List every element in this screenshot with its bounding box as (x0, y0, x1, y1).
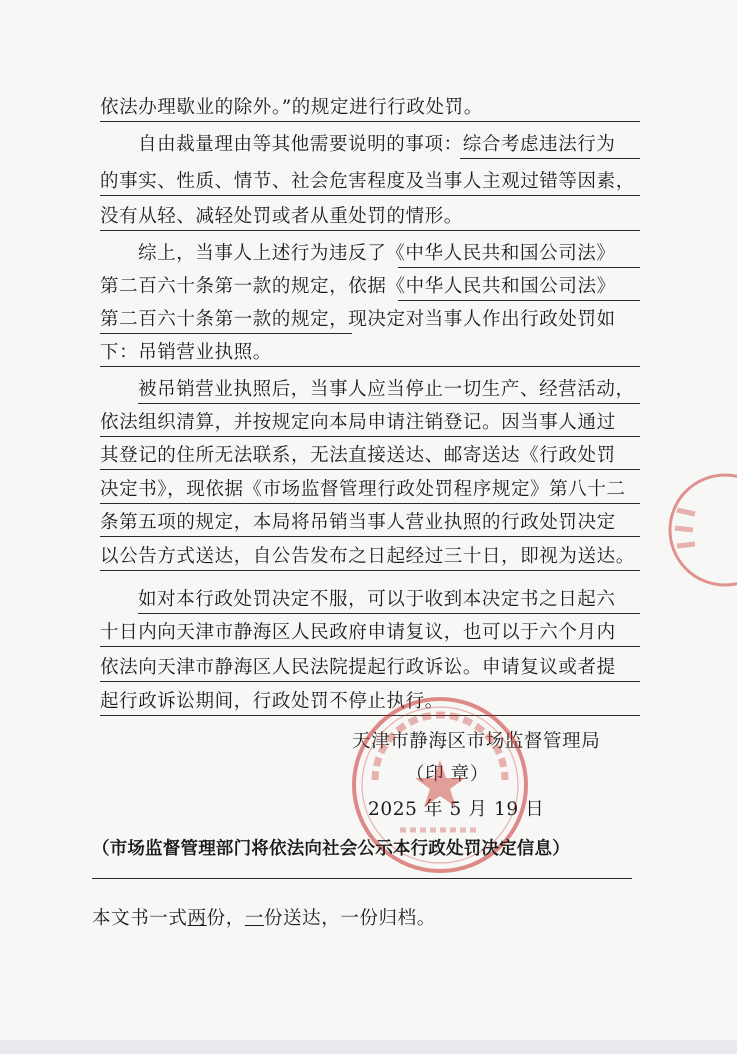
underline (398, 267, 640, 268)
scan-edge (0, 1040, 737, 1054)
text-line: 被吊销营业执照后，当事人应当停止一切生产、经营活动， (138, 379, 635, 400)
text-line: 决定书》，现依据《市场监督管理行政处罚程序规定》第八十二 (100, 479, 626, 500)
text-line: 自由裁量理由等其他需要说明的事项：综合考虑违法行为 (138, 134, 616, 155)
text-line: 起行政诉讼期间，行政处罚不停止执行。 (100, 691, 444, 712)
copies-served: 一 (244, 908, 264, 929)
text-line: 以公告方式送达，自公告发布之日起经过三十日，即视为送达。 (100, 546, 635, 567)
underline (100, 646, 640, 647)
underline (100, 121, 640, 122)
underline (100, 366, 640, 367)
text-line: 的事实、性质、情节、社会危害程度及当事人主观过错等因素， (100, 171, 635, 192)
underline (100, 570, 640, 571)
copies-text-3: 份送达，一份归档。 (263, 908, 436, 929)
text-line: 依法办理歇业的除外。”的规定进行行政处罚。 (100, 97, 483, 118)
text-line: 条第五项的规定，本局将吊销当事人营业执照的行政处罚决定 (100, 512, 616, 533)
issue-date: 2025 年 5 月 19 日 (368, 799, 545, 820)
text-line: 依法组织清算，并按规定向本局申请注销登记。因当事人通过 (100, 412, 616, 433)
underline (100, 536, 640, 537)
copies-count: 两 (187, 908, 207, 929)
text-line: 综上，当事人上述行为违反了《中华人民共和国公司法》 (138, 243, 616, 264)
underline (100, 503, 640, 504)
underline (398, 300, 640, 301)
underline (100, 681, 640, 682)
seal-label: （印 章） (406, 764, 489, 785)
underline (100, 715, 640, 716)
underline (100, 230, 640, 231)
text-line: 没有从轻、减轻处罚或者从重处罚的情形。 (100, 206, 463, 227)
underline (460, 158, 640, 159)
underline (100, 436, 640, 437)
text-line: 其登记的住所无法联系，无法直接送达、邮寄送达《行政处罚 (100, 445, 616, 466)
separator-line (92, 878, 632, 879)
copies-text-2: 份， (206, 908, 245, 929)
public-notice: （市场监督管理部门将依法向社会公示本行政处罚决定信息） (92, 839, 570, 859)
edge-seal (655, 470, 737, 590)
underline (138, 403, 640, 404)
text-line: 如对本行政处罚决定不服，可以于收到本决定书之日起六 (138, 589, 616, 610)
text-line: 依法向天津市静海区人民法院提起行政诉讼。申请复议或者提 (100, 657, 616, 678)
text-line: 第二百六十条第一款的规定，现决定对当事人作出行政处罚如 (100, 309, 616, 330)
copies-text-1: 本文书一式 (92, 908, 188, 929)
underline (100, 333, 352, 334)
text-line: 下：吊销营业执照。 (100, 342, 272, 363)
copies-note (92, 904, 436, 930)
text-line: 十日内向天津市静海区人民政府申请复议，也可以于六个月内 (100, 622, 616, 643)
underline (100, 469, 640, 470)
issuing-authority: 天津市静海区市场监督管理局 (352, 731, 601, 752)
text-line: 第二百六十条第一款的规定，依据《中华人民共和国公司法》 (100, 276, 616, 297)
underline (100, 195, 640, 196)
underline (138, 613, 640, 614)
